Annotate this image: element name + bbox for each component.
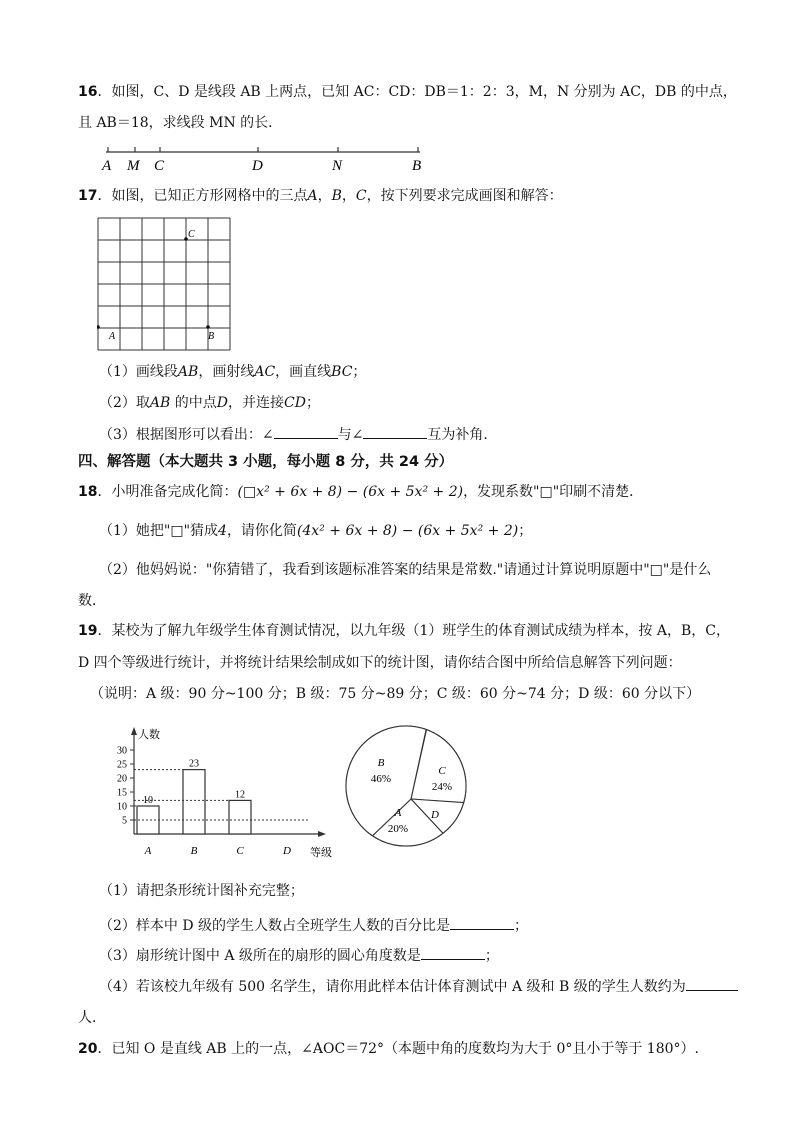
- y-axis-arrow: [131, 727, 137, 735]
- q18-number: 18: [78, 484, 98, 500]
- bar-value-label: 12: [235, 789, 245, 801]
- q17-sub2-mid2: ，并连接: [228, 395, 285, 411]
- q17-sub2-mid: 的中点: [170, 395, 217, 411]
- label-c: C: [154, 158, 165, 174]
- answer-blank[interactable]: [274, 424, 338, 439]
- x-tick-label: C: [236, 845, 244, 857]
- q17-sub1-ac: AC: [254, 364, 276, 380]
- q20-line: [78, 1039, 699, 1059]
- q20-number: 20: [78, 1041, 98, 1057]
- bar-value-label: 23: [189, 758, 199, 770]
- q18-line: [78, 482, 643, 502]
- q18-sub2-line2: 数．: [78, 593, 106, 609]
- y-axis-label: 人数: [138, 729, 160, 741]
- q18-sub1-num: 4: [218, 523, 227, 539]
- q19-sub3-end: ；: [484, 948, 499, 964]
- q16-line1: [78, 82, 737, 102]
- q17-sub1-mid2: ，画直线: [275, 364, 332, 380]
- q19-sub3-text: （3）扇形统计图中 A 级所在的扇形的圆心角度数是: [99, 948, 421, 964]
- q19-note: （说明：A 级：90 分~100 分；B 级：75 分~89 分；C 级：60 分~74 分；D 级：60 分以下）: [90, 686, 701, 702]
- q17-a: A: [307, 188, 318, 204]
- q17-sub3-pre: （3）根据图形可以看出：∠: [99, 427, 274, 443]
- x-tick-label: B: [190, 845, 198, 857]
- q18-sub1-pre: （1）她把"□"猜成: [99, 523, 219, 539]
- square-grid: [97, 217, 233, 353]
- y-tick-label: 30: [117, 745, 127, 757]
- answer-blank[interactable]: [450, 915, 514, 930]
- grid-label-a: A: [109, 331, 116, 342]
- grid-label-c: C: [188, 229, 195, 240]
- q17-sub2-pre: （2）取: [99, 395, 150, 411]
- q18-expression-2: (4x² + 6x + 8) − (6x + 5x² + 2): [296, 523, 519, 539]
- x-tick-label: D: [283, 845, 291, 857]
- q19-sub2-end: ；: [514, 918, 529, 934]
- q19-sub4-text: （4）若该校九年级有 500 名学生，请你用此样本估计体育测试中 A 级和 B 级的学生人数约为: [99, 979, 686, 995]
- y-tick-label: 25: [117, 759, 127, 771]
- q17-sub1-ab: AB: [177, 364, 199, 380]
- q19-sub2-text: （2）样本中 D 级的学生人数占全班学生人数的百分比是: [99, 918, 451, 934]
- pie-label: B: [377, 757, 385, 769]
- q17-sub3: [99, 424, 497, 445]
- q19-line2: D 四个等级进行统计，并将统计结果绘制成如下的统计图，请你结合图中所给信息解答下列问题：: [78, 655, 682, 671]
- q17-sub2-cd: CD: [284, 395, 306, 411]
- q17-sub1-mid1: ，画射线: [198, 364, 255, 380]
- q17-sub3-mid: 与∠: [337, 427, 364, 443]
- q18-sub1: [99, 521, 532, 541]
- label-a: A: [102, 158, 112, 174]
- q19-line1: [78, 621, 730, 641]
- q19-sub3: [99, 945, 499, 966]
- bar-value-label: 10: [143, 795, 153, 806]
- q19-number: 19: [78, 623, 98, 639]
- q16-line2: 且 AB＝18，求线段 MN 的长．: [78, 115, 283, 131]
- q17-sep1: ，: [317, 188, 332, 204]
- q19-sub4-line1: [99, 976, 738, 997]
- pie-chart: [345, 724, 471, 852]
- answer-blank[interactable]: [421, 945, 485, 960]
- q19-sub1: （1）请把条形统计图补充完整；: [99, 883, 304, 899]
- q18-sub2-line1: （2）他妈妈说："你猜错了，我看到该题标准答案的结果是常数."请通过计算说明原题中"□"是什么: [99, 562, 712, 578]
- q18-expression: (□x² + 6x + 8) − (6x + 5x² + 2): [237, 484, 464, 500]
- y-tick-label: 5: [122, 815, 127, 827]
- q17-sep2: ，: [341, 188, 356, 204]
- y-tick-label: 20: [117, 773, 127, 785]
- x-tick-label: A: [144, 845, 152, 857]
- q17-number: 17: [78, 188, 98, 204]
- q20-text: ．已知 O 是直线 AB 上的一点，∠AOC＝72°（本题中角的度数均为大于 0°且小于等于 180°）.: [97, 1041, 699, 1057]
- pie-value-label: 46%: [370, 773, 392, 785]
- pie-value-label: 20%: [387, 823, 409, 835]
- q16-number: 16: [78, 84, 98, 100]
- q17-sub1-pre: （1）画线段: [99, 364, 178, 380]
- x-axis-arrow: [318, 831, 326, 837]
- pie-label: C: [438, 765, 446, 777]
- label-n: N: [332, 158, 343, 174]
- q19-text1: ．某校为了解九年级学生体育测试情况，以九年级（1）班学生的体育测试成绩为样本，按 A，B，C，: [97, 623, 730, 639]
- y-tick-label: 10: [117, 801, 127, 813]
- q17-sub1-bc: BC: [331, 364, 353, 380]
- pie-label: A: [394, 807, 402, 819]
- q17-text: ．如图，已知正方形网格中的三点: [97, 188, 308, 204]
- bar-chart: [98, 722, 338, 862]
- label-m: M: [127, 158, 140, 174]
- q16-text1: ．如图，C、D 是线段 AB 上两点，已知 AC：CD：DB＝1：2：3，M，N 分别为 AC，DB 的中点，: [97, 84, 737, 100]
- q19-sub2: [99, 915, 528, 936]
- label-b: B: [412, 158, 422, 174]
- y-tick-label: 15: [117, 787, 127, 799]
- pie-label: D: [431, 809, 439, 821]
- q17-sub1-end: ；: [352, 364, 367, 380]
- q19-sub4-line2: 人．: [78, 1010, 106, 1026]
- q17-sub2-ab: AB: [149, 395, 171, 411]
- q17-sub2: [99, 393, 320, 413]
- x-axis-label: 等级: [310, 847, 332, 859]
- point-b: [206, 325, 210, 329]
- answer-blank[interactable]: [686, 976, 738, 991]
- bar: [183, 770, 205, 834]
- label-d: D: [252, 158, 263, 174]
- grid-label-b: B: [208, 331, 215, 342]
- section-title: 四、解答题（本大题共 3 小题，每小题 8 分，共 24 分）: [78, 454, 454, 470]
- answer-blank[interactable]: [363, 424, 427, 439]
- q18-sub1-end: ；: [518, 523, 533, 539]
- q18-sub1-mid: ，请你化简: [226, 523, 297, 539]
- segment-diagram: [98, 144, 428, 180]
- q17-sub2-d: D: [216, 395, 229, 411]
- q18-text-pre: ．小明准备完成化简：: [97, 484, 238, 500]
- bar: [229, 800, 251, 834]
- q18-text-post: ，发现系数"□"印刷不清楚．: [463, 484, 644, 500]
- q17-c: C: [355, 188, 367, 204]
- q17-sub2-end: ；: [305, 395, 320, 411]
- q17-b: B: [331, 188, 342, 204]
- pie-value-label: 24%: [431, 781, 453, 793]
- q17-sub3-end: 互为补角．: [427, 427, 498, 443]
- q17-sub1: [99, 362, 366, 382]
- q17-tail: ，按下列要求完成画图和解答：: [366, 188, 563, 204]
- q17-line: [78, 186, 563, 206]
